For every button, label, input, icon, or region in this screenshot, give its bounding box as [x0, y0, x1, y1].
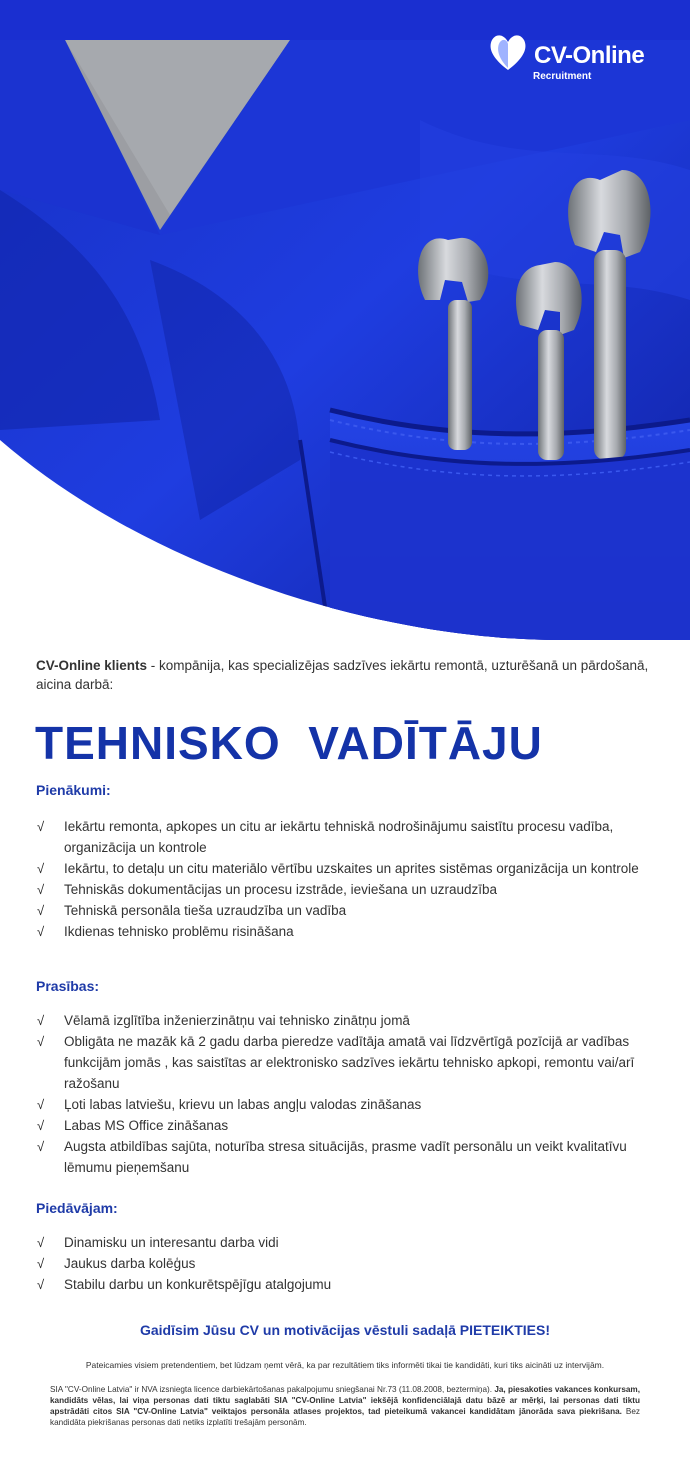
check-icon: √ [37, 1256, 45, 1271]
logo-heart-icon [486, 30, 530, 74]
legal-text: SIA "CV-Online Latvia" ir NVA izsniegta licence darbiekārtošanas pakalpojumu sniegšanai Nr.73 (11.08.2008, beztermiņa). Ja, piesakoties vakances konkursam, kandidāts vēlas, lai viņa personas dati tiktu saglabāti SIA "CV-Online Latvia" iekšējā konfidenciālajā datu bāzē ar mērķi, lai personas dati tiktu apstrādāti citos SIA "CV-Online Latvia" veiktajos personāla atlases projektos, tad pieteikumā vakancei kandidātam jānorāda sava piekrišana. Bez kandidāta piekrišanas personas dati netiks izplatīti trešajām personām. [50, 1385, 640, 1427]
section-title-requirements: Prasības: [36, 978, 100, 994]
check-icon: √ [37, 1034, 45, 1049]
client-label: CV-Online klients [36, 658, 148, 673]
logo-subtitle: Recruitment [533, 71, 592, 82]
check-icon: √ [37, 1097, 45, 1112]
section-title-offer: Piedāvājam: [36, 1200, 118, 1216]
hero-image [0, 0, 690, 640]
list-item: √ Vēlamā izglītība inženierzinātņu vai tehnisko zinātņu jomā [36, 1010, 660, 1031]
list-item: √ Labas MS Office zināšanas [36, 1115, 660, 1136]
thanks-note: Pateicamies visiem pretendentiem, bet lūdzam ņemt vērā, ka par rezultātiem tiks informēti tikai tie kandidāti, kuri tiks aicināti uz intervijām. [85, 1360, 605, 1370]
check-icon: √ [37, 1277, 45, 1292]
list-item: √ Jaukus darba kolēģus [36, 1253, 660, 1274]
check-icon: √ [37, 924, 45, 939]
intro-body: - kompānija, kas specializējas sadzīves iekārtu remontā, uzturēšanā un pārdošanā, aicina darbā: [36, 658, 649, 692]
list-item: √ Tehniskās dokumentācijas un procesu izstrāde, ieviešana un uzraudzība [36, 879, 660, 900]
job-ad-content [35, 656, 660, 1292]
cv-online-logo [486, 28, 676, 84]
list-item: √ Obligāta ne mazāk kā 2 gadu darba pieredze vadītāja amatā vai līdzvērtīgā pozīcijā ar vadības funkcijām jomās , kas saistītas ar elektronisko sadzīves iekārtu tehnisko apkopi, remontu vai/arī ražošanu [36, 1031, 660, 1094]
list-item: √ Ļoti labas latviešu, krievu un labas angļu valodas zināšanas [36, 1094, 660, 1115]
list-item: √ Augsta atbildības sajūta, noturība stresa situācijās, prasme vadīt personālu un veikt kvalitatīvu lēmumu pieņemšanu [36, 1136, 660, 1178]
logo-name: CV-Online [534, 42, 645, 69]
section-title-duties: Pienākumi: [36, 782, 111, 798]
list-item: √ Iekārtu, to detaļu un citu materiālo vērtību uzskaites un aprites sistēmas organizācija un kontrole [36, 858, 660, 879]
check-icon: √ [37, 1013, 45, 1028]
offer-list [36, 1232, 660, 1295]
intro-text [36, 656, 660, 694]
list-item: √ Tehniskā personāla tieša uzraudzība un vadība [36, 900, 660, 921]
apply-call-to-action: Gaidīsim Jūsu CV un motivācijas vēstuli sadaļā PIETEIKTIES! [139, 1322, 551, 1338]
duties-list [36, 816, 660, 942]
job-title: TEHNISKO VADĪTĀJU [35, 717, 543, 769]
list-item: √ Iekārtu remonta, apkopes un citu ar iekārtu tehniskā nodrošinājumu saistītu procesu vadība, organizācija un kontrole [36, 816, 660, 858]
check-icon: √ [37, 819, 45, 834]
check-icon: √ [37, 903, 45, 918]
check-icon: √ [37, 882, 45, 897]
list-item: √ Dinamisku un interesantu darba vidi [36, 1232, 660, 1253]
check-icon: √ [37, 1118, 45, 1133]
check-icon: √ [37, 861, 45, 876]
list-item: √ Stabilu darbu un konkurētspējīgu atalgojumu [36, 1274, 660, 1295]
list-item: √ Ikdienas tehnisko problēmu risināšana [36, 921, 660, 942]
check-icon: √ [37, 1235, 45, 1250]
check-icon: √ [37, 1139, 45, 1154]
requirements-list [36, 1010, 660, 1178]
